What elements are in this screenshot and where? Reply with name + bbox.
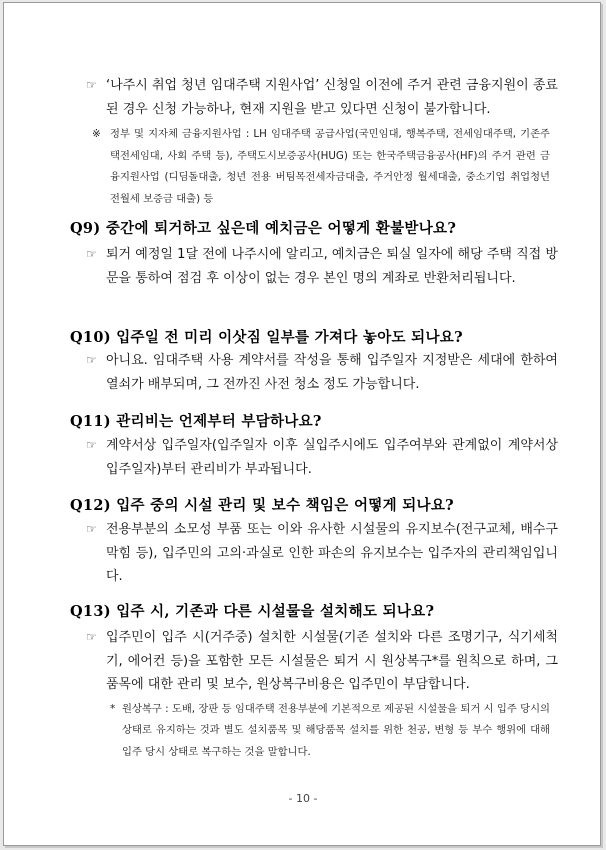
answer-text: 입주민이 입주 시(거주중) 설치한 시설물(기존 설치와 다른 조명기구, 식기세척기, 에어컨 등)을 포함한 모든 시설물은 퇴거 시 원상복구*를 원칙으로 하며, 그 품목에 대한 관리 및 보수, 원상복구비용은 입주민이 부담합니다. <box>106 630 558 692</box>
asterisk-icon: * <box>110 702 116 715</box>
answer-q13 <box>4 626 602 763</box>
answer-text: 전용부분의 소모성 부품 또는 이와 유사한 시설물의 유지보수(전구교체, 배수구 막힘 등), 입주민의 고의·과실로 인한 파손의 유지보수는 입주자의 관리책임입니다. <box>106 522 558 584</box>
answer-text: 계약서상 입주일자(입주일자 이후 실입주시에도 입주여부와 관계없이 계약서상 입주일자)부터 관리비가 부과됩니다. <box>106 438 558 477</box>
answer-text: 퇴거 예정일 1달 전에 나주시에 알리고, 예치금은 퇴실 일자에 해당 주택 직접 방문을 통하여 점검 후 이상이 없는 경우 본인 명의 계좌로 반환처리됩니다. <box>106 247 558 286</box>
answer-bullet <box>4 518 602 589</box>
intro-bullet <box>4 74 602 121</box>
answer-q12 <box>4 518 602 589</box>
answer-bullet <box>4 243 602 290</box>
pointing-hand-icon: ☞ <box>86 353 97 367</box>
pointing-hand-icon: ☞ <box>86 630 97 644</box>
answer-q9 <box>4 243 602 290</box>
pointing-hand-icon: ☞ <box>86 522 97 536</box>
answer-bullet <box>4 349 602 396</box>
answer-q13-note <box>4 699 602 764</box>
answer-note-text: 원상복구 : 도배, 장판 등 임대주택 전용부분에 기본적으로 제공된 시설물을 퇴거 시 입주 당시의 상태로 유지하는 것과 별도 설치품목 및 해당품목 설치를 위한 천공, 변형 등 부수 행위에 대해 입주 당시 상태로 복구하는 것을 말합니다. <box>122 702 550 758</box>
question-heading-q12: Q12) 입주 중의 시설 관리 및 보수 책임은 어떻게 되나요? <box>70 497 454 514</box>
question-heading-q9: Q9) 중간에 퇴거하고 싶은데 예치금은 어떻게 환불받나요? <box>70 220 457 237</box>
question-heading-q11: Q11) 관리비는 언제부터 부담하나요? <box>70 413 322 430</box>
page-number: - 10 - <box>288 792 318 805</box>
document-page <box>3 2 601 846</box>
intro-note-text: 정부 및 지자체 금융지원사업 : LH 임대주택 공급사업(국민임대, 행복주택, 전세임대주택, 기존주택전세임대, 사회 주택 등), 주택도시보증공사(HUG) 또는 한국주택금융공사(HF)의 주거 관련 금융지원사업 (디딤돌대출, 청년 전용 버팀목전세자금대출, 주거안정 월세대출, 중소기업 취업청년 전월세 보증금 대출) 등 <box>110 128 550 205</box>
pointing-hand-icon: ☞ <box>86 78 97 92</box>
intro-section <box>4 74 602 210</box>
answer-bullet <box>4 434 602 481</box>
pointing-hand-icon: ☞ <box>86 247 97 261</box>
pointing-hand-icon: ☞ <box>86 438 97 452</box>
intro-text: ‘나주시 취업 청년 임대주택 지원사업’ 신청일 이전에 주거 관련 금융지원이 종료된 경우 신청 가능하나, 현재 지원을 받고 있다면 신청이 불가합니다. <box>106 78 558 117</box>
answer-bullet <box>4 626 602 697</box>
question-heading-q10: Q10) 입주일 전 미리 이삿짐 일부를 가져다 놓아도 되나요? <box>70 329 463 346</box>
answer-text: 아니요. 임대주택 사용 계약서를 작성을 통해 입주일자 지정받은 세대에 한하여 열쇠가 배부되며, 그 전까진 사전 청소 정도 가능합니다. <box>106 353 558 392</box>
answer-q11 <box>4 434 602 481</box>
answer-q10 <box>4 349 602 396</box>
intro-note <box>4 124 602 210</box>
question-heading-q13: Q13) 입주 시, 기존과 다른 시설물을 설치해도 되나요? <box>70 603 435 620</box>
reference-mark-icon: ※ <box>92 128 101 140</box>
